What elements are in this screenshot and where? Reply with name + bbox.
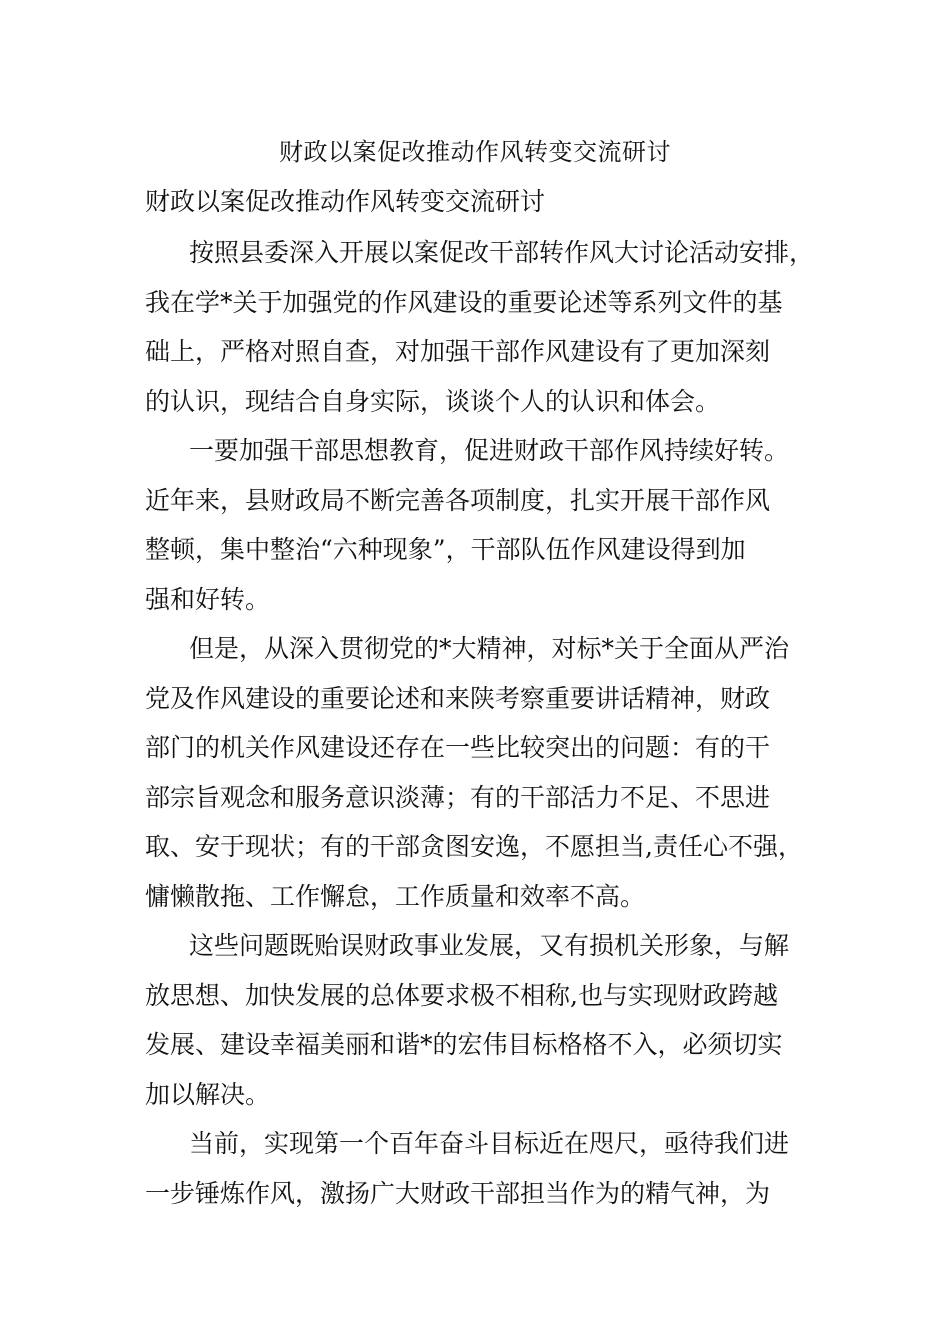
- paragraph-line: 但是，从深入贯彻党的*大精神，对标*关于全面从严治: [189, 634, 790, 663]
- paragraph-line: 当前，实现第一个百年奋斗目标近在咫尺，亟待我们进: [189, 1129, 790, 1158]
- paragraph-line: 强和好转。: [145, 584, 271, 614]
- paragraph-line: 础上，严格对照自查，对加强干部作风建设有了更加深刻: [145, 337, 771, 366]
- paragraph-line: 一要加强干部思想教育，促进财政干部作风持续好转。: [189, 436, 790, 465]
- paragraph-line: 部门的机关作风建设还存在一些比较突出的问题：有的干: [145, 733, 771, 762]
- document-body: [145, 228, 825, 1218]
- paragraph: [145, 921, 825, 1119]
- paragraph-line: 按照县委深入开展以案促改干部转作风大讨论活动安排，: [189, 238, 815, 267]
- paragraph-line: 近年来，县财政局不断完善各项制度，扎实开展干部作风: [145, 485, 771, 515]
- paragraph-line: 整顿，集中整治“六种现象”，干部队伍作风建设得到加: [145, 535, 746, 564]
- paragraph-line: 慵懒散拖、工作懈怠，工作质量和效率不高。: [145, 881, 646, 911]
- paragraph-line: 放思想、加快发展的总体要求极不相称,也与实现财政跨越: [145, 980, 778, 1010]
- paragraph-line: 的认识，现结合自身实际，谈谈个人的认识和体会。: [145, 386, 721, 416]
- paragraph-line: 一步锤炼作风，激扬广大财政干部担当作为的精气神，为: [145, 1178, 771, 1208]
- paragraph-line: 党及作风建设的重要论述和来陕考察重要讲话精神，财政: [145, 683, 771, 713]
- paragraph: [145, 1119, 825, 1218]
- paragraph-line: 发展、建设幸福美丽和谐*的宏伟目标格格不入，必须切实: [145, 1030, 783, 1059]
- paragraph-line: 部宗旨观念和服务意识淡薄；有的干部活力不足、不思进: [145, 782, 771, 812]
- document-title: 财政以案促改推动作风转变交流研讨: [279, 138, 671, 166]
- paragraph-line: 这些问题既贻误财政事业发展，又有损机关形象，与解: [189, 931, 790, 960]
- document-subtitle: 财政以案促改推动作风转变交流研讨: [145, 187, 546, 216]
- paragraph: [145, 228, 825, 426]
- paragraph-line: 加以解决。: [145, 1079, 271, 1109]
- paragraph: [145, 624, 825, 921]
- paragraph: [145, 426, 825, 624]
- paragraph-line: 我在学*关于加强党的作风建设的重要论述等系列文件的基: [145, 287, 783, 317]
- paragraph-line: 取、安于现状；有的干部贪图安逸，不愿担当,责任心不强，: [145, 832, 803, 861]
